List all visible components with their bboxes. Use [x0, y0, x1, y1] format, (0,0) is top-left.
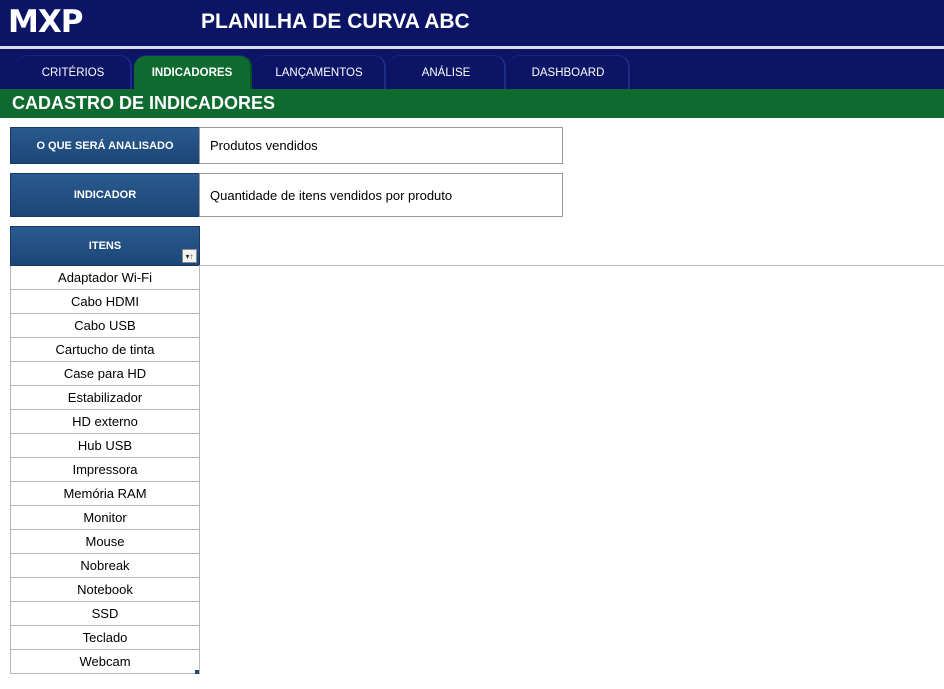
- items-header-label: ITENS: [88, 240, 122, 252]
- tab-bar: [0, 49, 944, 89]
- list-item[interactable]: Cabo HDMI: [10, 290, 200, 314]
- section-title: CADASTRO DE INDICADORES: [12, 93, 276, 113]
- indicator-label: INDICADOR: [10, 173, 200, 217]
- list-item[interactable]: Case para HD: [10, 362, 200, 386]
- tab-indicadores[interactable]: INDICADORES: [134, 55, 252, 89]
- indicator-value-cell[interactable]: Quantidade de itens vendidos por produto: [199, 173, 563, 217]
- list-item[interactable]: Monitor: [10, 506, 200, 530]
- analyzed-value-cell[interactable]: Produtos vendidos: [199, 127, 563, 164]
- mxp-logo: MXP: [8, 4, 83, 40]
- list-item[interactable]: Estabilizador: [10, 386, 200, 410]
- tab-analise[interactable]: ANÁLISE: [388, 55, 506, 89]
- list-item[interactable]: Teclado: [10, 626, 200, 650]
- items-list: [10, 266, 200, 674]
- list-item[interactable]: Hub USB: [10, 434, 200, 458]
- list-item[interactable]: Impressora: [10, 458, 200, 482]
- tab-criterios[interactable]: CRITÉRIOS: [16, 55, 132, 89]
- app-header: [0, 0, 944, 46]
- tab-dashboard[interactable]: DASHBOARD: [508, 55, 630, 89]
- sheet-gridline: [199, 265, 944, 266]
- items-column-header: [10, 226, 200, 266]
- tab-lancamentos[interactable]: LANÇAMENTOS: [254, 55, 386, 89]
- list-item[interactable]: Mouse: [10, 530, 200, 554]
- app-title: PLANILHA DE CURVA ABC: [201, 10, 470, 33]
- list-item[interactable]: Webcam: [10, 650, 200, 674]
- list-item[interactable]: Notebook: [10, 578, 200, 602]
- list-item[interactable]: HD externo: [10, 410, 200, 434]
- table-resize-handle[interactable]: [195, 670, 199, 674]
- list-item[interactable]: Memória RAM: [10, 482, 200, 506]
- sort-filter-icon[interactable]: ▾↑: [182, 249, 197, 263]
- list-item[interactable]: Cabo USB: [10, 314, 200, 338]
- list-item[interactable]: Adaptador Wi-Fi: [10, 266, 200, 290]
- section-header: [0, 89, 944, 118]
- list-item[interactable]: Nobreak: [10, 554, 200, 578]
- analyzed-label: O QUE SERÁ ANALISADO: [10, 127, 200, 164]
- list-item[interactable]: Cartucho de tinta: [10, 338, 200, 362]
- list-item[interactable]: SSD: [10, 602, 200, 626]
